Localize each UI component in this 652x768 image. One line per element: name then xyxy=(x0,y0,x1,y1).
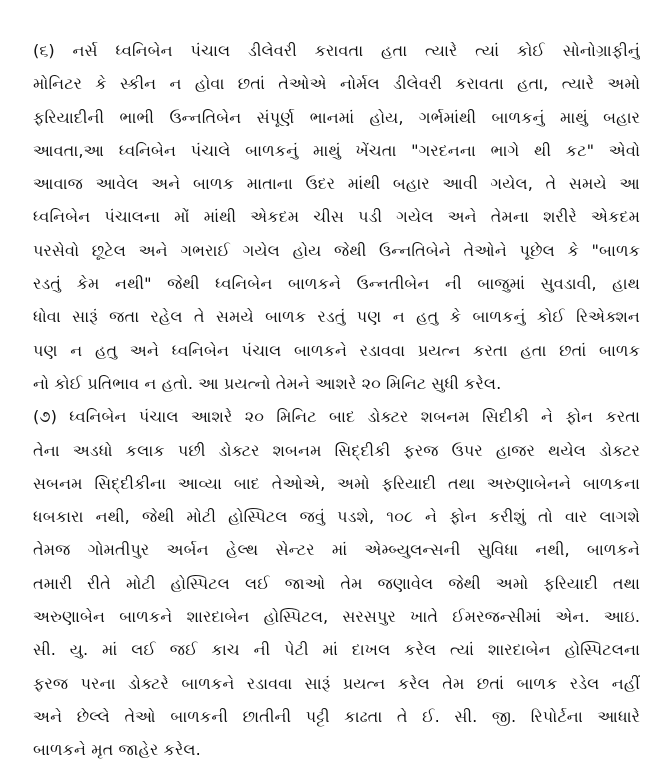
text-line: પણ ન હતુ અને ધ્વનિબેન પંચાલ બાળકને રડાવવા પ્રયત્ન કરતા હતા છતાં બાળક xyxy=(33,340,640,360)
text-line: ધબકારા નથી, જેથી મોટી હોસ્પિટલ જવું પડશે, ૧૦૮ ને ફોન કરીશું તો વાર લાગશે xyxy=(33,507,640,527)
text-line: ધ્વનિબેન પંચાલના મોં માંથી એકદમ ચીસ પડી ગયેલ અને તેમના શરીરે એકદમ xyxy=(33,207,640,227)
text-line: ધોવા સારૂં જતા રહેલ તે સમયે બાળક રડતું પણ ન હતુ કે બાળકનું કોઈ રિએક્શન xyxy=(33,307,640,327)
text-line: પરસેવો છૂટેલ અને ગભરાઈ ગયેલ હોય જેથી ઉન્નતિબેને તેઓને પૂછેલ કે "બાળક xyxy=(33,240,640,260)
text-line: (૬) નર્સ ધ્વનિબેન પંચાલ ડીલેવરી કરાવતા હતા ત્યારે ત્યાં કોઈ સોનોગ્રાફીનું xyxy=(33,41,640,60)
text-line-last: નો કોઈ પ્રતિભાવ ન હતો. આ પ્રયત્નો તેમને આશરે ૨૦ મિનિટ સુધી કરેલ. xyxy=(33,373,502,393)
text-line: (૭) ધ્વનિબેન પંચાલ આશરે ૨૦ મિનિટ બાદ ડોક્ટર શબનમ સિદીકી ને ફોન કરતા xyxy=(33,407,640,427)
text-line: તેમજ ગોમતીપુર અર્બન હેલ્થ સેન્ટર માં એમ્બ્યુલન્સની સુવિધા નથી, બાળકને xyxy=(33,540,640,560)
text-line: સબનમ સિદ્દીકીના આવ્યા બાદ તેઓએ, અમો ફરિયાદી તથા અરુણાબેનને બાળકના xyxy=(33,473,640,493)
text-line: તમારી રીતે મોટી હોસ્પિટલ લઈ જાઓ તેમ જણાવેલ જેથી અમો ફરિયાદી તથા xyxy=(33,573,640,593)
text-line: આવાજ આવેલ અને બાળક માતાના ઉદર માંથી બહાર આવી ગયેલ, તે સમયે આ xyxy=(33,174,640,194)
text-line: તેના અડધો કલાક પછી ડોક્ટર શબનમ સિદ્દીકી ફરજ ઉપર હાજર થયેલ ડોક્ટર xyxy=(33,440,640,460)
text-line: મોનિટર કે સ્કીન ન હોવા છતાં તેઓએ નોર્મલ ડીલેવરી કરાવતા હતા, ત્યારે અમો xyxy=(33,74,640,94)
paragraph-6 xyxy=(33,34,640,400)
paragraph-7 xyxy=(33,400,640,766)
text-line: અને છેલ્લે તેઓ બાળકની છાતીની પટ્ટી કાઢતા તે ઈ. સી. જી. રિપોર્ટના આધારે xyxy=(33,706,640,726)
text-line: સી. યુ. માં લઈ જઈ કાચ ની પેટી માં દાખલ કરેલ ત્યાં શારદાબેન હોસ્પિટલના xyxy=(33,640,640,660)
text-line-last: બાળકને મૃત જાહેર કરેલ. xyxy=(33,740,201,760)
text-line: રડતું કેમ નથી" જેથી ધ્વનિબેન બાળકને ઉન્નતીબેન ની બાજુમાં સુવડાવી, હાથ xyxy=(33,274,640,294)
text-line: ફરજ પરના ડોક્ટરે બાળકને રડાવવા સારૂં પ્રયત્ન કરેલ તેમ છતાં બાળક રડેલ નહીં xyxy=(33,673,640,693)
text-line: ફરિયાદીની ભાભી ઉન્નતિબેન સંપૂર્ણ ભાનમાં હોય, ગર્ભમાંથી બાળકનું માથું બહાર xyxy=(33,107,640,127)
text-line: અરુણાબેન બાળકને શારદાબેન હોસ્પિટલ, સરસપુર ખાતે ઈમરજન્સીમાં એન. આઇ. xyxy=(33,607,640,627)
text-line: આવતા,આ ધ્વનિબેન પંચાલે બાળકનું માથું ખેંચતા "ગરદનના ભાગે થી કટ" એવો xyxy=(33,140,640,160)
